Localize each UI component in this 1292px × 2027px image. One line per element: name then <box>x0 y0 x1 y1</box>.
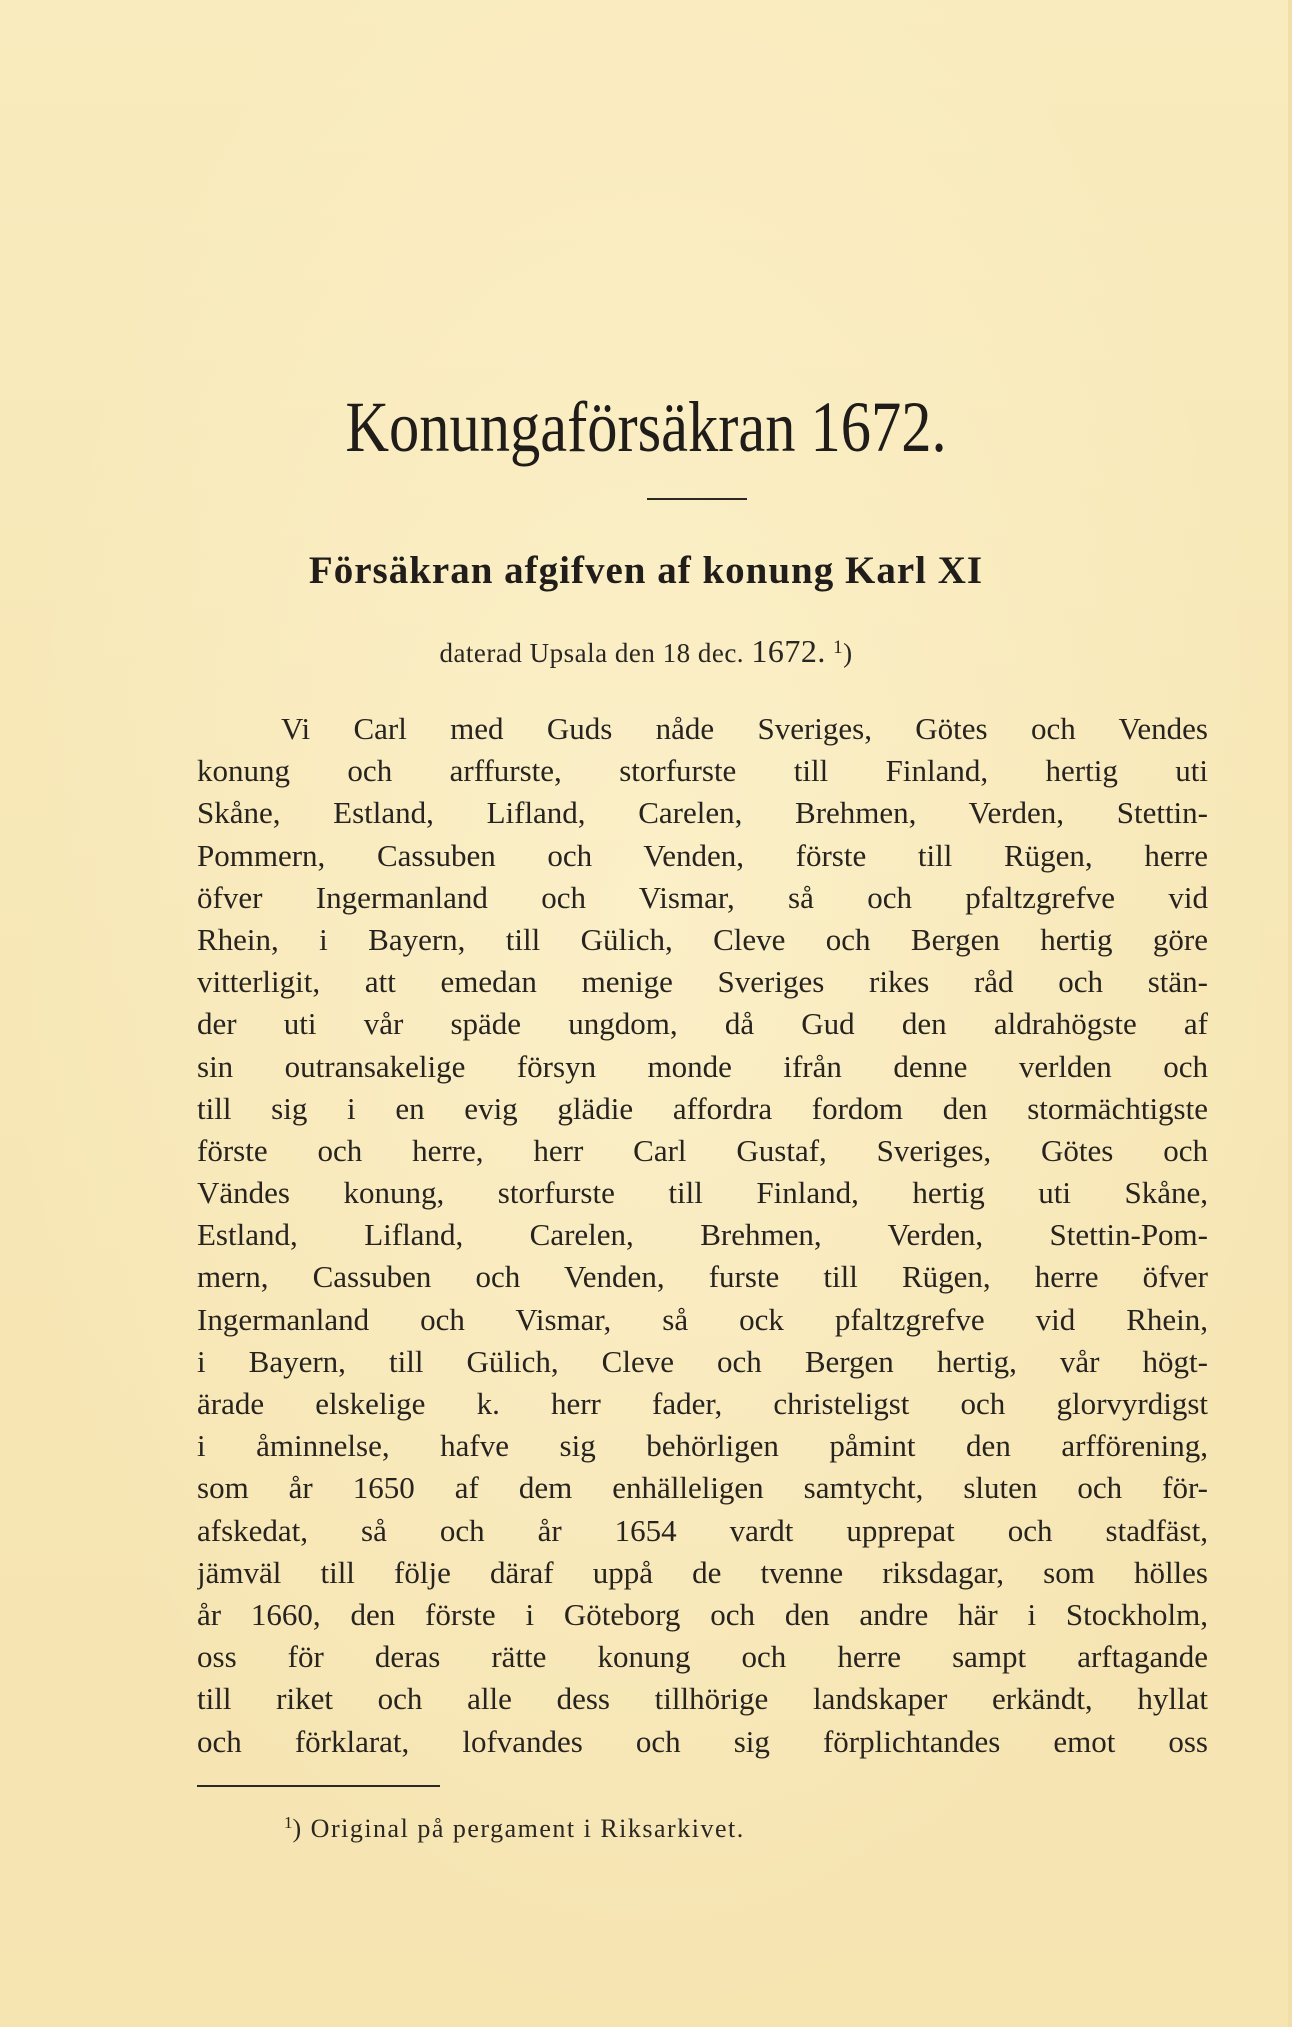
document-subtitle: Försäkran afgifven af konung Karl XI <box>308 549 984 592</box>
body-line: och förklarat, lofvandes och sig förplichtandes emot oss <box>197 1723 1208 1759</box>
footnote <box>284 1803 745 1849</box>
body-line: Pommern, Cassuben och Venden, förste till Rügen, herre <box>197 837 1208 873</box>
body-line: Vändes konung, storfurste till Finland, hertig uti Skåne, <box>197 1175 1208 1211</box>
body-line: sin outransakelige försyn monde ifrån denne verlden och <box>197 1048 1208 1084</box>
body-line: Estland, Lifland, Carelen, Brehmen, Verden, Stettin-Pom- <box>197 1217 1208 1253</box>
body-line: i Bayern, till Gülich, Cleve och Bergen hertig, vår högt- <box>197 1343 1208 1379</box>
body-line: Rhein, i Bayern, till Gülich, Cleve och Bergen hertig göre <box>197 921 1208 957</box>
title-divider <box>647 498 747 500</box>
body-line: vitterligit, att emedan menige Sveriges rikes råd och stän- <box>197 964 1208 1000</box>
footnote-marker: 1 <box>284 1813 293 1832</box>
dateline-footnote-marker: 1 <box>833 637 844 658</box>
dateline <box>0 628 1292 673</box>
body-line: i åminnelse, hafve sig behörligen påmint den arfförening, <box>197 1428 1208 1464</box>
body-text <box>197 708 1208 1763</box>
body-line: Ingermanland och Vismar, så ock pfaltzgrefve vid Rhein, <box>197 1301 1208 1337</box>
body-line: mern, Cassuben och Venden, furste till Rügen, herre öfver <box>197 1259 1208 1295</box>
body-line: till sig i en evig glädie affordra fordom den stormächtigste <box>197 1090 1208 1126</box>
body-line: som år 1650 af dem enhälleligen samtycht, sluten och för- <box>197 1470 1208 1506</box>
body-line: oss för deras rätte konung och herre sampt arftagande <box>197 1639 1208 1675</box>
body-line: förste och herre, herr Carl Gustaf, Sveriges, Götes och <box>197 1132 1208 1168</box>
body-line: öfver Ingermanland och Vismar, så och pfaltzgrefve vid <box>197 879 1208 915</box>
body-line: år 1660, den förste i Göteborg och den andre här i Stockholm, <box>197 1596 1208 1632</box>
footnote-marker-close: ) <box>292 1814 303 1843</box>
body-line: der uti vår späde ungdom, då Gud den aldrahögste af <box>197 1006 1208 1042</box>
body-line: Skåne, Estland, Lifland, Carelen, Brehmen, Verden, Stettin- <box>197 795 1208 831</box>
footnote-text: Original på pergament i Riksarkivet. <box>310 1814 745 1843</box>
body-line: till riket och alle dess tillhörige landskaper erkändt, hyllat <box>197 1681 1208 1717</box>
body-line: afskedat, så och år 1654 vardt upprepat och stadfäst, <box>197 1512 1208 1548</box>
page-edge <box>1288 0 1292 2027</box>
page-title: Konungaförsäkran 1672. <box>345 387 947 467</box>
dateline-year: 1672. <box>751 633 826 669</box>
body-line: Vi Carl med Guds nåde Sveriges, Götes och Vendes <box>281 711 1208 746</box>
body-line: konung och arffurste, storfurste till Finland, hertig uti <box>197 753 1208 789</box>
dateline-text: daterad Upsala den 18 dec. <box>439 638 745 668</box>
body-line: jämväl till följe däraf uppå de tvenne riksdagar, som hölles <box>197 1554 1208 1590</box>
dateline-footnote-close: ) <box>843 638 853 668</box>
body-line: ärade elskelige k. herr fader, christeligst och glorvyrdigst <box>197 1386 1208 1421</box>
footnote-divider <box>197 1785 440 1787</box>
